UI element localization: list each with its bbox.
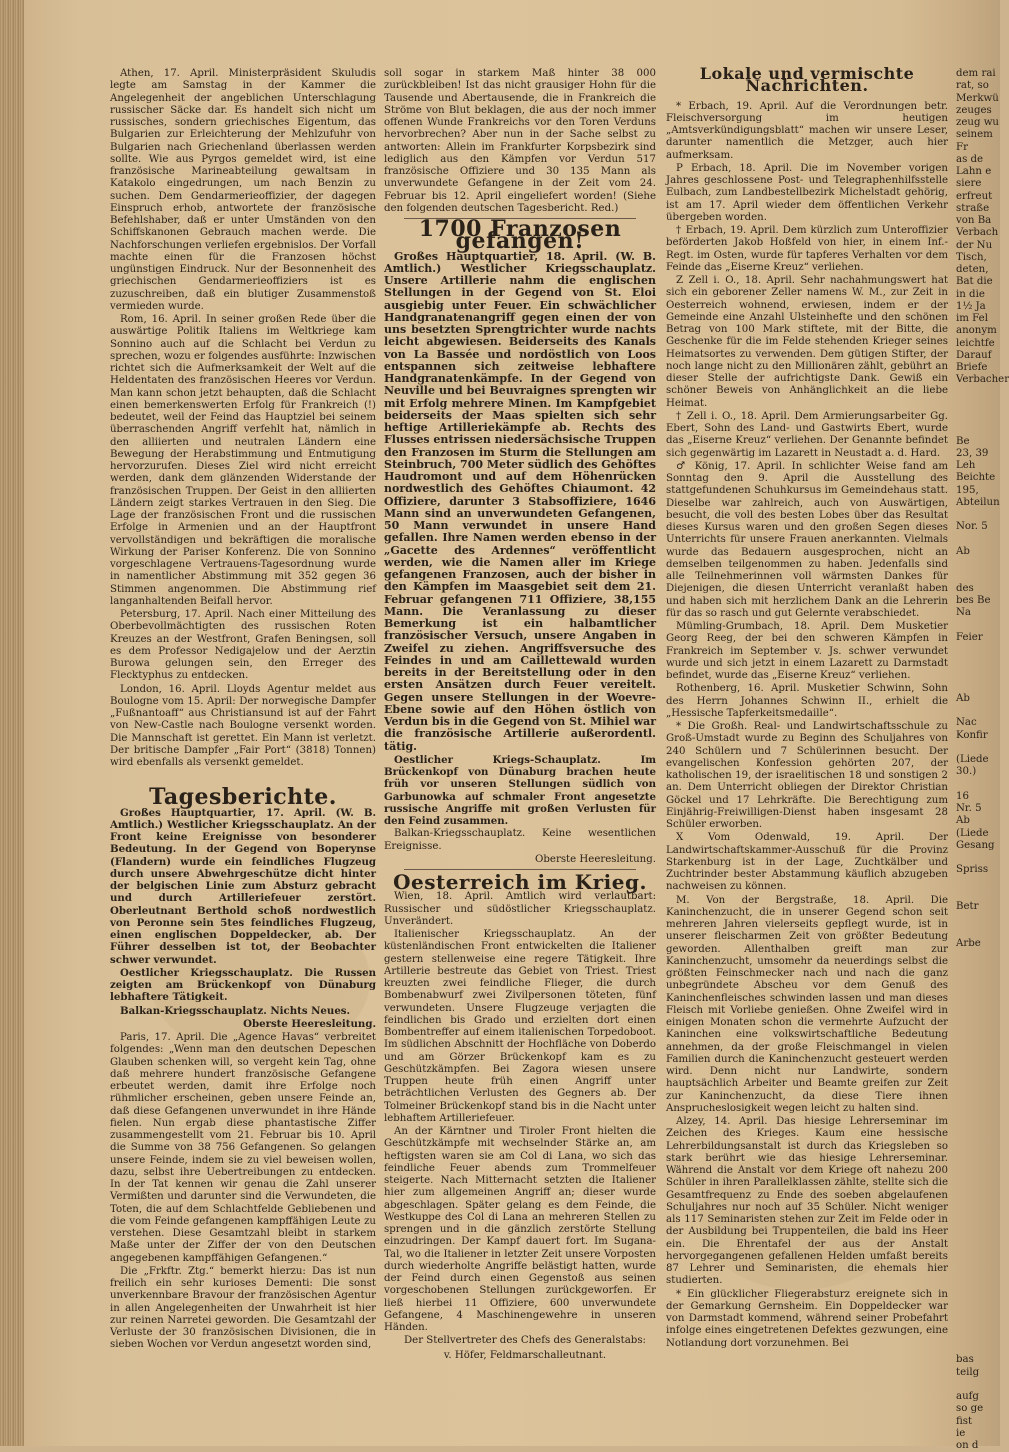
- cutoff-text-line: Verbach: [956, 227, 999, 239]
- cutoff-text-line: [956, 1073, 1000, 1085]
- cutoff-text-line: erfreut: [956, 190, 993, 202]
- cutoff-text-line: im Fel: [956, 313, 988, 324]
- cutoff-text-line: [956, 913, 1000, 925]
- cutoff-text-line: on d: [956, 1440, 979, 1451]
- article-continuation: soll sogar in starkem Maß hinter 38 000 zurückbleiben! Ist das nicht grausiger Hohn für die Tausende und Abertausende, die in Frankreich die Ströme von Blut beklagen, die aus der noch immer offenen Wunde Frankreichs vor den Toren Verduns hervorbrechen? Aber nun in der Sache selbst zu antworten: Allein im Frankfurter Korpsbezirk sind lediglich aus den Kämpfen vor Verdun 517 französische Offiziere und 30 135 Mann als unverwundete Gefangene in der Zeit vom 24. Februar bis 12. April eingeliefert worden! (Siehe den folgenden deutschen Tagesbericht. Red.): [384, 68, 656, 214]
- cutoff-text-line: Nor. 5: [956, 521, 988, 533]
- local-rothenberg: Rothenberg, 16. April. Musketier Schwinn, Sohn des Herrn Johannes Schwinn II., erhielt die „Hessische Tapferkeitsmedaille“.: [666, 683, 948, 719]
- local-zell-2: † Zell i. O., 18. April. Dem Armierungsarbeiter Gg. Ebert, Sohn des Land- und Gastwirts Ebert, wurde das „Eiserne Kreuz“ verliehen. Der Genannte befindet sich gegenwärtig im Lazarett in Neustadt a. d. Hard.: [666, 410, 948, 459]
- cutoff-text-line: [956, 1330, 1000, 1342]
- cutoff-text-line: ie: [956, 1427, 966, 1439]
- cutoff-text-line: [956, 619, 1000, 631]
- cutoff-text-line: dem rai: [956, 68, 996, 79]
- cutoff-text-line: [956, 1318, 1000, 1330]
- cutoff-text-line: straße: [956, 202, 990, 214]
- local-fliegerabsturz: * Ein glücklicher Fliegerabsturz ereignete sich in der Gemarkung Gernsheim. Ein Doppeldecker war von Darmstadt kommend, während seiner Probefahrt infolge eines eingetretenen Defektes gezwungen, eine Notlandung dort vorzunehmen. Bei: [666, 1288, 948, 1349]
- cutoff-text-line: [956, 668, 1000, 680]
- cutoff-text-line: (Liede: [956, 754, 989, 765]
- local-koenig: ♂ König, 17. April. In schlichter Weise fand am Sonntag den 9. April die Ausstellung des stattgefundenen Schuhkursus im Gemeindehaus statt. Dieselbe war zahlreich, auch von Auswärtigen, besucht, die voll des besten Lobes über das Resultat dieses Kursus waren und den großen Segen dieses Unterrichts für unsere Frauen anerkannten. Vielmals wurde das Bedauern ausgesprochen, nicht an demselben teilgenommen zu haben. Jedenfalls sind alle Teilnehmerinnen voll wärmsten Dankes für Diejenigen, die diesen Unterricht veranlaßt haben und haben sich mit herzlichem Dank an die Lehrerin für das so rasch und gut Gelernte verabschiedet.: [666, 460, 948, 619]
- cutoff-text-line: Ab: [956, 692, 970, 704]
- cutoff-text-line: [956, 1256, 1000, 1268]
- cutoff-text-line: anonym: [956, 325, 997, 337]
- article-rom: Rom, 16. April. In seiner großen Rede über die auswärtige Politik Italiens im Weltkriege kam Sonnino auch auf die Schlacht bei Verdun zu sprechen, wozu er folgendes ausführte: Inzwischen richtet sich die Aufmerksamkeit der Welt auf die Heldentaten des französischen Heeres vor Verdun. Man kann schon jetzt behaupten, daß die Schlacht einen bemerkenswerten Erfolg für Frankreich (!) bedeutet, weil der Feind das Hauptziel bei seinem überraschenden Angriff verfehlt hat, nämlich in den alliierten und neutralen Ländern eine Bewegung der Herabstimmung und Entmutigung hervorzurufen. Dieses Ziel wird nicht erreicht werden, dank dem glänzenden Widerstande der französischen Truppen. Der Geist in den alliierten Ländern zeigt starkes Vertrauen in den Sieg. Die Lage der französischen Front und die russischen Erfolge in Armenien und an der Hauptfront vervollständigen und bekräftigen die moralische Wirkung der Pariser Konferenz. Die von Sonnino vorgeschlagene Vertrauens-Tagesordnung wurde in namentlicher Abstimmung mit 352 gegen 36 Stimmen angenommen. Die Abstimmung rief langanhaltenden Beifall hervor.: [110, 314, 376, 607]
- cutoff-text-line: Bat die: [956, 276, 993, 288]
- cutoff-text-line: bes Be: [956, 594, 991, 606]
- signature-heeresleitung-1: Oberste Heeresleitung.: [243, 1017, 376, 1030]
- book-binding-edge: [0, 0, 24, 1446]
- cutoff-text-line: [956, 1244, 1000, 1256]
- article-london: London, 16. April. Lloyds Agentur meldet aus Boulogne vom 15. April: Der norwegische Dampfer „Fußnantoaff“ aus Christiansund ist auf der Fahrt von New-Castle nach Boulogne versenkt worden. Die Mannschaft ist gerettet. Ein Mann ist verletzt. Der britische Dampfer „Fair Port“ (3818) Tonnen) wird ebenfalls als versenkt gemeldet.: [110, 683, 376, 768]
- cutoff-text-line: Briefe: [956, 362, 988, 373]
- cutoff-text-line: [956, 1097, 1000, 1109]
- signature-heeresleitung-2: Oberste Heeresleitung.: [535, 853, 656, 865]
- cutoff-text-line: [956, 1305, 1000, 1317]
- cutoff-text-line: Betr: [956, 901, 979, 912]
- report-balkan-18-april: Balkan-Kriegsschauplatz. Keine wesentlichen Ereignisse.: [384, 828, 656, 852]
- report-oest-18-april: Oestlicher Kriegs-Schauplatz. Im Brückenkopf von Dünaburg brachen heute früh vor unseren Stellungen südlich von Garbunowka auf schmaler Front angesetzte russische Angriffe mit großen Verlusten für den Feind zusammen.: [384, 753, 656, 827]
- cutoff-text-line: Merkwü: [956, 92, 999, 104]
- cutoff-text-line: Ab: [956, 545, 970, 557]
- column-3: [666, 64, 948, 1351]
- cutoff-text-line: [956, 962, 1000, 974]
- cutoff-text-line: [956, 877, 1000, 889]
- cutoff-text-line: bas: [956, 1354, 974, 1366]
- local-zell-1: Z Zell i. O., 18. April. Sehr nachahmungswert hat sich ein geborener Zeller namens W. M., zur Zeit in Oesterreich wohnend, erwiesen, indem er der Gemeinde eine Anzahl Ulsteinhefte und den schönen Betrag von 100 Mark stiftete, mit der Bitte, die Geschenke für die im Felde stehenden Krieger seines Heimatsortes zu verwenden. Dem gütigen Stifter, der noch lange nicht zu den Millionären zählt, gebührt an dieser Stelle der aufrichtigste Dank. Gewiß ein schöner Beweis von Anhänglichkeit an die liebe Heimat.: [666, 275, 948, 409]
- cutoff-text-line: [956, 1011, 1000, 1023]
- cutoff-text-line: Konfir: [956, 729, 988, 741]
- cutoff-text-line: [956, 570, 1000, 582]
- cutoff-text-line: [956, 1269, 1000, 1281]
- cutoff-text-line: rat, so: [956, 80, 989, 92]
- cutoff-text-line: der Nu: [956, 239, 993, 251]
- cutoff-text-line: fist: [956, 1415, 973, 1427]
- cutoff-text-line: [956, 926, 1000, 938]
- cutoff-text-line: Lahn e: [956, 166, 992, 177]
- cutoff-text-line: [956, 1109, 1000, 1121]
- local-erbach-1: * Erbach, 19. April. Auf die Verordnungen betr. Fleischversorgung im heutigen „Amtsverkündigungsblatt“ machen wir unsere Leser, darunter namentlich die Metzger, auch hier aufmerksam.: [666, 100, 948, 161]
- cutoff-text-line: as de: [956, 153, 984, 165]
- cutoff-text-line: des: [956, 582, 974, 594]
- cutoff-text-line: deten,: [956, 264, 989, 275]
- cutoff-text-line: [956, 742, 1000, 754]
- cutoff-text-line: so ge: [956, 1403, 984, 1415]
- cutoff-text-line: [956, 1293, 1000, 1305]
- heading-1700-franzosen: 1700 Franzosen gefangen!: [418, 216, 622, 255]
- local-erbach-2: P Erbach, 18. April. Die im November vorigen Jahres geschlossene Post- und Telegraphenhilfsstelle Eulbach, zum Landbestellbezirk Michelstadt gehörig, ist am 17. April wieder dem öffentlichen Verkehr übergeben worden.: [666, 162, 948, 223]
- report-oest-17-april: Oestlicher Kriegsschauplatz. Die Russen zeigten am Brückenkopf von Dünaburg lebhaftere Tätigkeit.: [110, 966, 376, 1004]
- cutoff-text-line: [956, 558, 1000, 570]
- cutoff-text-line: [956, 423, 1000, 435]
- cutoff-text-line: Fr: [956, 141, 968, 153]
- cutoff-text-line: [956, 1220, 1000, 1232]
- cutoff-text-line: von Ba: [956, 215, 992, 226]
- cutoff-text-line: 16: [956, 790, 969, 802]
- cutoff-text-line: [956, 399, 1000, 411]
- cutoff-text-line: [956, 779, 1000, 791]
- cutoff-text-line: [956, 681, 1000, 693]
- cutoff-text-line: [956, 1171, 1000, 1183]
- local-bergstrasse: M. Von der Bergstraße, 18. April. Die Kaninchenzucht, die in unserer Gegend schon seit mehreren Jahren vielerseits gepflegt wurde, ist in unserer fleischarmen Zeit von größter Bedeutung geworden. Allenthalben greift man zur Kaninchenzucht, umsomehr da neuerdings selbst die größten Feinschmecker nach und nach die ganz unbegründete Abscheu vor dem Genuß des Kaninchenfleisches schwinden lassen und man dieses Fleisch mit Vorliebe genießen. Ohne Zweifel wird in einigen Monaten schon die vermehrte Aufzucht der Kaninchen eine volkswirtschaftliche Bedeutung annehmen, da der große Fleischmangel in vielen Familien durch die Kaninchenzucht gesteuert werden wird. Denn nicht nur Landwirte, sondern hauptsächlich Arbeiter und Beamte greifen zur Zeit zur Kaninchenzucht, da diese Tiere ihnen Ansprucheslosigkeit wegen leicht zu halten sind.: [666, 894, 948, 1114]
- cutoff-text-line: Nac: [956, 717, 977, 729]
- local-erbach-3: † Erbach, 19. April. Dem kürzlich zum Unteroffizier beförderten Jakob Hoßfeld von hier, in einem Inf.-Regt. im Osten, wurde für tapferes Verhalten vor dem Feinde das „Eiserne Kreuz“ verliehen.: [666, 225, 948, 273]
- cutoff-text-line: aufg: [956, 1391, 979, 1402]
- column-1: [110, 68, 376, 1353]
- local-alzey: Alzey, 14. April. Das hiesige Lehrerseminar im Zeichen des Krieges. Kaum eine hessische Lehrerbildungsanstalt ist durch das Kriegsleben so stark berührt wie das hiesige Lehrerseminar. Während die Anstalt vor dem Kriege oft nahezu 200 Schüler in ihren Parallelklassen zählte, stellte sich die Gesamtfrequenz zu Ende des soeben abgelaufenen Schuljahres nur noch auf 35 Schüler. Nicht weniger als 117 Seminaristen stehen zur Zeit im Felde oder in der Ausbildung bei Truppenteilen, die bald ins Heer ein. Die Ehrentafel der aus der Anstalt hervorgegangenen gefallenen Helden umfaßt bereits 87 Lehrer und Seminaristen, die ehemals hier studierten.: [666, 1116, 948, 1287]
- signature-generalstab: Der Stellvertreter des Chefs des Generalstabs:: [404, 1335, 646, 1347]
- heading-tagesberichte: Tagesberichte.: [149, 784, 337, 811]
- cutoff-text-line: [956, 509, 1000, 521]
- cutoff-text-line: [956, 1379, 1000, 1391]
- cutoff-text-line: [956, 1342, 1000, 1354]
- signature-hoefer: v. Höfer, Feldmarschalleutnant.: [443, 1349, 607, 1361]
- article-frkftr-comment: Die „Frkftr. Ztg.“ bemerkt hierzu: Das ist nun freilich ein sehr kurioses Dementi: Die sonst unverkennbare Bravour der französischen Agentur in allen Angelegenheiten der Unwahrheit ist hier zur reinen Narretei geworden. Die Gesamtzahl der Verluste der 30 französischen Divisionen, die in sieben Wochen vor Verdun angesetzt worden sind,: [110, 1265, 376, 1351]
- cutoff-text-line: [956, 644, 1000, 656]
- cutoff-text-line: [956, 852, 1000, 864]
- cutoff-text-line: [956, 1036, 1000, 1048]
- cutoff-text-line: Ab: [956, 815, 970, 827]
- cutoff-text-line: Feier: [956, 631, 983, 643]
- report-west-18-april: Großes Hauptquartier, 18. April. (W. B. Amtlich.) Westlicher Kriegsschauplatz. Unsere Artillerie nahm die englischen Stellungen in der Gegend von St. Eloi ausgiebig unter Feuer. Ein schwächlicher Handgranatenangriff gegen einen der von uns besetzten Sprengtrichter wurde nachts leicht abgewiesen. Beiderseits des Kanals von La Bassée und nordöstlich von Loos entspannen sich zeitweise lebhaftere Handgranatenkämpfe. In der Gegend von Neuville und bei Beuvraignes sprengten wir mit Erfolg mehrere Minen. Im Kampfgebiet beiderseits der Maas spielten sich sehr heftige Artilleriekämpfe ab. Rechts des Flusses entrissen niedersächsische Truppen den Franzosen im Sturm die Stellungen am Steinbruch, 700 Meter südlich des Gehöftes Haudromont und auf dem Höhenrücken nordwestlich des Gehöftes Chiaumont. 42 Offiziere, darunter 3 Stabsoffiziere, 1646 Mann sind an unverwundeten Gefangenen, 50 Mann verwundet in unsere Hand gefallen. Ihre Namen werden ebenso in der „Gacette des Ardennes“ veröffentlicht werden, wie die Namen aller im Kriege gefangenen Franzosen, auch der bisher in den Kämpfen im Maasgebiet seit dem 21. Februar gefangenen 711 Offiziere, 38,155 Mann. Die Veranlassung zu dieser Bemerkung ist ein halbamtlicher französischer Versuch, unsere Angaben in Zweifel zu ziehen. Angriffsversuche des Feindes in und am Caillettewald wurden bereits in der Bereitstellung oder in den ersten Ansätzen durch Feuer vereitelt. Gegen unsere Stellungen in der Woevre-Ebene sowie auf den Höhen östlich von Verdun bis in die Gegend von St. Mihiel war die französische Artillerie außerordentl. tätig.: [384, 249, 656, 753]
- local-odenwald: X Vom Odenwald, 19. April. Der Landwirtschaftskammer-Ausschuß für die Provinz Starkenburg ist in der Lage, Zuchtkälber und Zuchtrinder bester Abstammung käuflich abzugeben nachweisen zu können.: [666, 832, 948, 893]
- cutoff-text-line: Verbacher: [956, 374, 1009, 386]
- cutoff-text-line: Spriss: [956, 864, 989, 876]
- cutoff-text-line: [956, 1232, 1000, 1244]
- cutoff-text-line: [956, 950, 1000, 962]
- cutoff-text-line: [956, 1183, 1000, 1195]
- cutoff-text-line: [956, 534, 1000, 546]
- heading-lokale-nachrichten: Lokale und vermischte Nachrichten.: [699, 64, 915, 96]
- cutoff-text-line: [956, 889, 1000, 901]
- cutoff-text-line: siere: [956, 178, 982, 190]
- cutoff-text-line: [956, 705, 1000, 717]
- article-petersburg: Petersburg, 17. April. Nach einer Mitteilung des Oberbevollmächtigten des russischen Roten Kreuzes an der Westfront, Grafen Beningsen, soll es dem Professor Nedigajelow und der Aerztin Burowa gelungen sein, den Erreger des Flecktyphus zu entdecken.: [110, 609, 376, 682]
- cutoff-text-line: Darauf: [956, 349, 992, 361]
- cutoff-text-line: Arbe: [956, 937, 981, 949]
- cutoff-text-line: Beichte: [956, 472, 996, 484]
- cutoff-text-line: seinem: [956, 129, 993, 141]
- cutoff-text-line: [956, 1024, 1000, 1036]
- local-gross-umstadt: * Die Großh. Real- und Landwirtschaftsschule zu Groß-Umstadt wurde zu Beginn des Schuljahres von 240 Schülern und 7 Schülerinnen besucht. Der evangelischen Konfession gehörten 207, der katholischen 19, der israelitischen 18 und sonstigen 2 an. Dem Unterricht obliegen der Direktor Christian Göckel und 17 Lehrkräfte. Die Berechtigung zum Einjährig-Freiwilligen-Dienst haben insgesamt 28 Schüler erworben.: [666, 721, 948, 830]
- cutoff-text-line: (Liede: [956, 827, 989, 839]
- cutoff-text-line: Leh: [956, 460, 976, 471]
- column-2: [384, 68, 656, 1364]
- cutoff-text-line: leichtfe: [956, 337, 995, 349]
- cutoff-text-line: [956, 411, 1000, 423]
- report-balkan-17-april: Balkan-Kriegsschauplatz. Nichts Neues.: [120, 1004, 351, 1017]
- cutoff-text-line: [956, 387, 1000, 399]
- cutoff-text-line: 1½ Ja: [956, 300, 986, 312]
- cutoff-text-line: in die: [956, 288, 985, 300]
- article-paris: Paris, 17. April. Die „Agence Havas“ verbreitet folgendes: „Wenn man den deutschen Depeschen Glauben schenken will, so vergeht kein Tag, ohne daß mehrere hundert französische Gefangene erbeutet werden, damit ihre Erfolge noch rühmlicher erscheinen, geben unsere Feinde an, daß diese Gefangenen unverwundet in ihre Hände fielen. Nun ergab diese phantastische Ziffer zusammengestellt vom 21. Februar bis 10. April die Summe von 38 756 Gefangenen. So gelangen unsere Feinde, indem sie zu viel beweisen wollen, dazu, selbst ihre Uebertreibungen zu entdecken. In der Tat kennen wir genau die Zahl unserer Vermißten und darunter sind die Verwundeten, die Toten, die auf dem Schlachtfelde Gebliebenen und die vom Feinde gefangenen kampffähigen Leute zu verstehen. Diese Gesamtzahl bleibt in starkem Maße unter der Ziffer der von den Deutschen angegebenen kampffähigen Gefangenen.“: [110, 1032, 376, 1264]
- cutoff-text-line: Gesang: [956, 839, 995, 851]
- cutoff-text-line: [956, 1122, 1000, 1134]
- report-west-17-april: Großes Hauptquartier, 17. April. (W. B. Amtlich.) Westlicher Kriegsschauplatz. An der Front keine Ereignisse von besonderer Bedeutung. In der Gegend von Boperynse (Flandern) wurde ein feindliches Flugzeug durch unsere Abwehrgeschütze dicht hinter der belgischen Linie zum Absturz gebracht und durch Artilleriefeuer zerstört. Oberleutnant Berthold schoß nordwestlich von Peronne sein 5tes feindliches Flugzeug, einen englischen Doppeldecker, ab. Der Führer desselben ist tot, der Beobachter schwer verwundet.: [110, 806, 376, 966]
- cutoff-text-line: [956, 656, 1000, 668]
- cutoff-text-line: Be: [956, 435, 970, 447]
- cutoff-text-line: Abteilun: [956, 496, 1000, 508]
- cutoff-text-line: [956, 1060, 1000, 1072]
- article-italienischer-kriegsschauplatz: Italienischer Kriegsschauplatz. An der küstenländischen Front entwickelten die Italiener gestern stellenweise eine regere Tätigkeit. Ihre Artillerie bestreute das Gebiet von Triest. Triest kreuzten zwei feindliche Flieger, die durch Bombenabwurf zwei Zivilpersonen töteten, fünf verwundeten. Unsere Flugzeuge verjagten die feindlichen bis Grado und erzielten dort einen Bombentreffer auf einem italienischen Torpedoboot. Im südlichen Abschnitt der Hochfläche von Doberdo und am Görzer Brückenkopf kam es zu Geschützkämpfen. Bei Zagora wiesen unsere Truppen heute früh einen Angriff unter beträchtlichen Verlusten des Gegners ab. Der Tolmeiner Brückenkopf stand bis in die Nacht unter lebhaftem Artilleriefeuer.: [384, 929, 656, 1124]
- article-kaerntner-front: An der Kärntner und Tiroler Front hielten die Geschützkämpfe mit wechselnder Stärke an, am heftigsten waren sie am Col di Lana, wo sich das feindliche Feuer abends zum Trommelfeuer steigerte. Nach Mitternacht setzten die Italiener hier zum allgemeinen Angriff an; dieser wurde abgeschlagen. Später gelang es dem Feinde, die Westkuppe des Col di Lana an mehreren Stellen zu sprengen und in die gänzlich zerstörte Stellung einzudringen. Der Kampf dauert fort. Im Sugana-Tal, wo die Italiener in letzter Zeit unsere Vorposten durch wiederholte Angriffe belästigt hatten, wurde der Feind durch einen Gegenstoß aus seinen vorgeschobenen Stellungen zurückgeworfen. Er ließ hierbei 11 Offiziere, 600 unverwundete Gefangene, 4 Maschinengewehre in unseren Händen.: [384, 1126, 656, 1333]
- cutoff-text-line: 195,: [956, 484, 979, 496]
- cutoff-text-line: [956, 987, 1000, 999]
- local-muemling-grumbach: Mümling-Grumbach, 18. April. Dem Musketier Georg Reeg, der bei den schweren Kämpfen in Frankreich im September v. Js. schwer verwundet wurde und sich jetzt in einem Lazarett zu Darmstadt befindet, wurde das „Eiserne Kreuz“ verliehen.: [666, 621, 948, 681]
- article-athen: Athen, 17. April. Ministerpräsident Skuludis legte am Samstag in der Kammer die Angelegenheit der angeblichen Unterschlagung russischer Säcke dar. Es handelt sich nicht um russisches, sondern griechisches Eigentum, das Bulgarien zur Erleichterung der Mehlzufuhr von Bulgarien nach Griechenland überlassen werden sollte. Wie aus Pyrgos gemeldet wird, ist eine französische Marineabteilung gewaltsam in Katakolo eingedrungen, um nach Benzin zu suchen. Dem Gendarmerieoffizier, der dagegen Einspruch erhob, antwortete der französische Befehlshaber, daß er unter Umständen von den Schiffskanonen Gebrauch machen werde. Die Nachforschungen verliefen ergebnislos. Der Vorfall machte einen für die Franzosen höchst ungünstigen Eindruck. Nur der Besonnenheit des griechischen Gendarmerieoffiziers ist es zuzuschreiben, daß ein blutiger Zusammenstoß vermieden wurde.: [110, 68, 376, 312]
- cutoff-text-line: [956, 1146, 1000, 1158]
- cutoff-text-line: 23, 39: [956, 447, 989, 459]
- cutoff-text-line: [956, 1281, 1000, 1293]
- cutoff-text-line: [956, 1048, 1000, 1060]
- heading-oesterreich-im-krieg: Oesterreich im Krieg.: [393, 870, 647, 894]
- cutoff-text-line: zeuges: [956, 104, 992, 116]
- cutoff-text-line: [956, 1207, 1000, 1219]
- cutoff-text-line: [956, 1085, 1000, 1097]
- cutoff-text-line: [956, 1195, 1000, 1207]
- cutoff-text-line: 30.): [956, 766, 977, 778]
- cutoff-text-line: [956, 1134, 1000, 1146]
- cutoff-text-line: teilg: [956, 1366, 980, 1378]
- column-4-cutoff: [956, 68, 1009, 1452]
- article-wien: Wien, 18. April. Amtlich wird verlautbart: Russischer und südöstlicher Kriegsschauplatz. Unverändert.: [384, 891, 656, 927]
- cutoff-text-line: Nr. 5: [956, 803, 982, 814]
- cutoff-text-line: zeug wu: [956, 117, 999, 128]
- cutoff-text-line: Tisch,: [956, 251, 987, 263]
- cutoff-text-line: [956, 999, 1000, 1011]
- cutoff-text-line: [956, 1158, 1000, 1170]
- cutoff-text-line: [956, 975, 1000, 987]
- cutoff-text-line: Na: [956, 607, 971, 618]
